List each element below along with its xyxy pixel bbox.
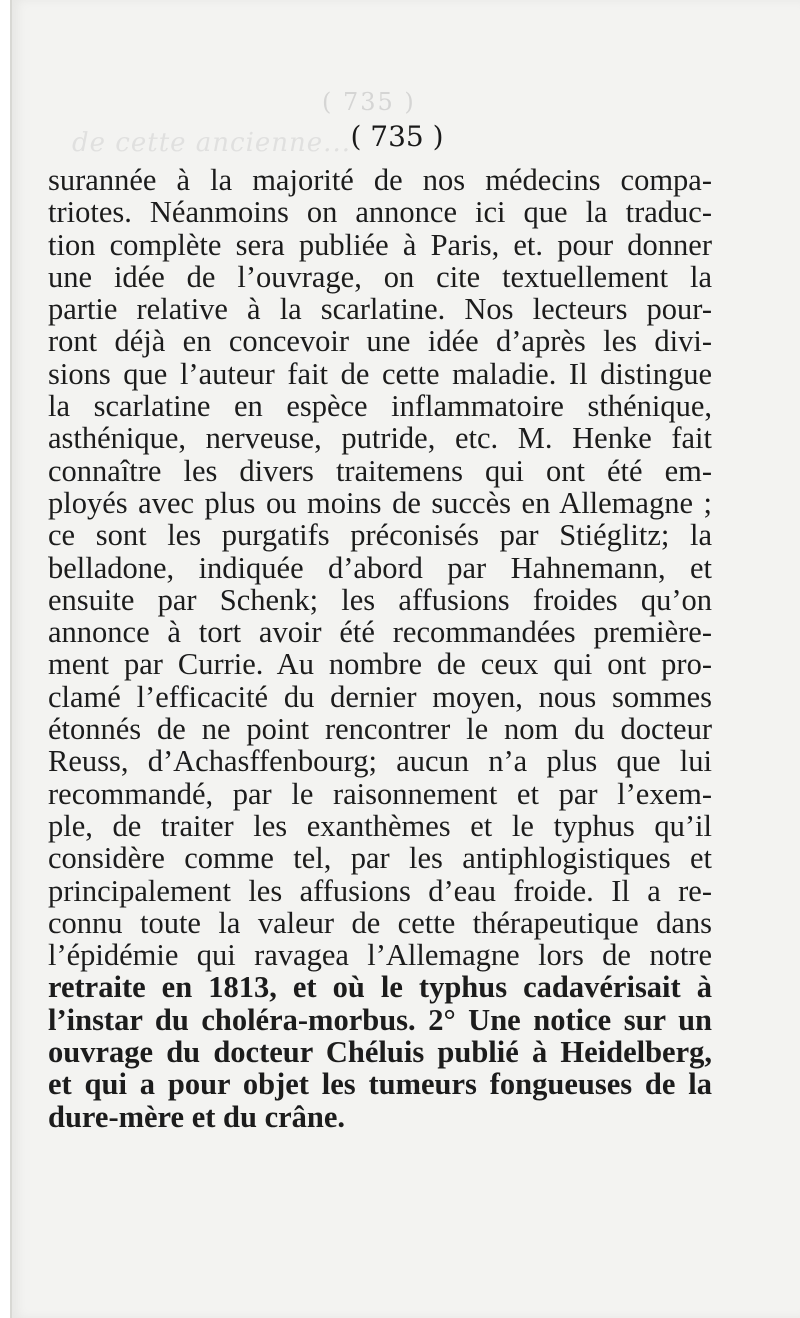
text-line: principalement les affusions d’eau froide. Il a re-	[48, 873, 712, 908]
text-line: ce sont les purgatifs préconisés par Stiéglitz; la	[48, 518, 712, 553]
text-line: Reuss, d’Achasffenbourg; aucun n’a plus que lui	[48, 744, 712, 779]
text-line: ployés avec plus ou moins de succès en Allemagne ;	[48, 485, 712, 520]
text-line: ouvrage du docteur Chéluis publié à Heidelberg,	[48, 1035, 712, 1070]
text-line: asthénique, nerveuse, putride, etc. M. Henke fait	[48, 421, 712, 456]
bleed-through-text: de cette ancienne...	[72, 128, 351, 158]
text-line: l’instar du choléra-morbus. 2° Une notice sur un	[48, 1002, 712, 1037]
text-line: la scarlatine en espèce inflammatoire sthénique,	[48, 389, 712, 424]
text-line: retraite en 1813, et où le typhus cadavérisait à	[48, 970, 712, 1005]
text-line: sions que l’auteur fait de cette maladie. Il distingue	[48, 356, 712, 391]
text-line: ple, de traiter les exanthèmes et le typhus qu’il	[48, 808, 712, 843]
text-line: ensuite par Schenk; les affusions froides qu’on	[48, 582, 712, 617]
text-line: ment par Currie. Au nombre de ceux qui ont pro-	[48, 647, 712, 682]
text-line: belladone, indiquée d’abord par Hahnemann, et	[48, 550, 712, 585]
text-line: connu toute la valeur de cette thérapeutique dans	[48, 905, 712, 940]
text-line: une idée de l’ouvrage, on cite textuellement la	[48, 259, 712, 294]
text-line: étonnés de ne point rencontrer le nom du docteur	[48, 712, 712, 747]
text-line: l’épidémie qui ravagea l’Allemagne lors de notre	[48, 938, 712, 973]
text-line: considère comme tel, par les antiphlogistiques et	[48, 841, 712, 876]
text-line: surannée à la majorité de nos médecins compa-	[48, 163, 712, 197]
text-line: tion complète sera publiée à Paris, et. pour donner	[48, 227, 712, 262]
book-page	[10, 0, 800, 1318]
text-line: dure-mère et du crâne.	[48, 1099, 346, 1134]
text-line: clamé l’efficacité du dernier moyen, nous sommes	[48, 679, 712, 714]
text-line: et qui a pour objet les tumeurs fongueuses de la	[48, 1067, 712, 1102]
text-line: annonce à tort avoir été recommandées première-	[48, 615, 712, 650]
page-number: ( 735 )	[350, 120, 444, 153]
text-line: connaître les divers traitemens qui ont été em-	[48, 453, 712, 488]
text-line: partie relative à la scarlatine. Nos lecteurs pour-	[48, 292, 712, 327]
body-text	[48, 164, 712, 1133]
text-line: recommandé, par le raisonnement et par l’exem-	[48, 776, 712, 811]
bleed-through-page-number: ( 735 )	[322, 88, 416, 116]
text-line: triotes. Néanmoins on annonce ici que la traduc-	[48, 195, 712, 230]
text-line: ront déjà en concevoir une idée d’après les divi-	[48, 324, 712, 359]
